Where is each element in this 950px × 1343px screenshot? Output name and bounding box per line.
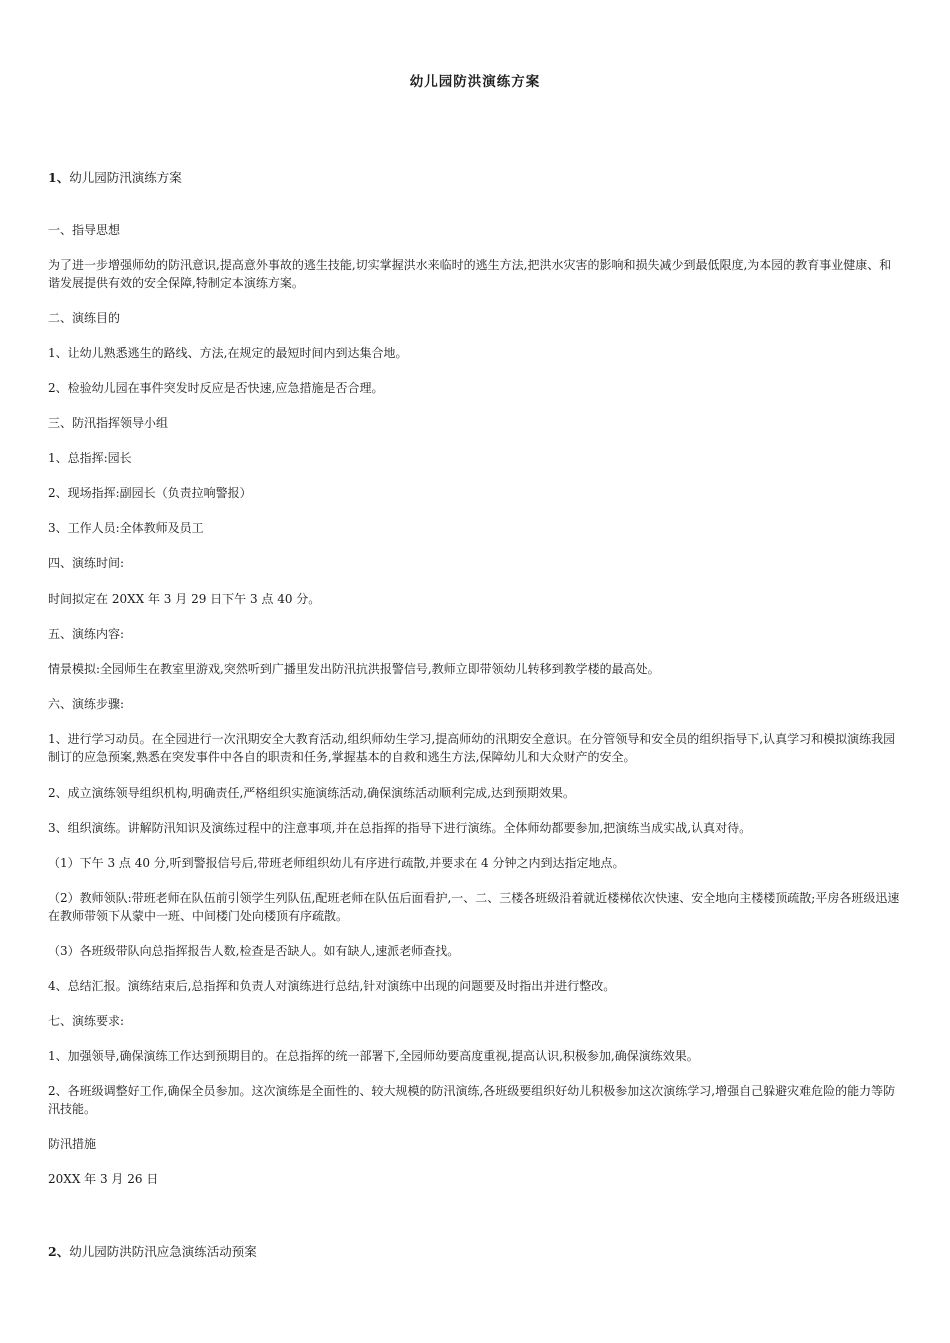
paragraph-step-4: 4、总结汇报。演练结束后,总指挥和负责人对演练进行总结,针对演练中出现的问题要及时指出并进行整改。 (48, 979, 616, 993)
paragraph-measures: 防汛措施 (48, 1137, 97, 1151)
paragraph-date: 20XX 年 3 月 26 日 (48, 1172, 159, 1186)
heading-requirements: 七、演练要求: (48, 1014, 125, 1028)
document-title: 幼儿园防洪演练方案 (409, 74, 541, 90)
heading-guiding-idea: 一、指导思想 (48, 223, 121, 237)
paragraph-commander: 1、总指挥:园长 (48, 451, 132, 465)
heading-drill-content: 五、演练内容: (48, 627, 125, 641)
section-label: 幼儿园防洪防汛应急演练活动预案 (69, 1244, 257, 1259)
paragraph-requirement-2: 2、各班级调整好工作,确保全员参加。这次演练是全面性的、较大规模的防汛演练,各班级要组织好幼儿积极参加这次演练学习,增强自己躲避灾难危险的能力等防汛技能。 (48, 1084, 896, 1116)
paragraph-intro: 为了进一步增强师幼的防汛意识,提高意外事故的逃生技能,切实掌握洪水来临时的逃生方法,把洪水灾害的影响和损失减少到最低限度,为本园的教育事业健康、和谐发展提供有效的安全保障,特制定本演练方案。 (48, 258, 892, 290)
paragraph-step-3-1: （1）下午 3 点 40 分,听到警报信号后,带班老师组织幼儿有序进行疏散,并要求在 4 分钟之内到达指定地点。 (48, 856, 625, 870)
paragraph-step-3-3: （3）各班级带队向总指挥报告人数,检查是否缺人。如有缺人,速派老师查找。 (48, 944, 460, 958)
paragraph-step-3: 3、组织演练。讲解防汛知识及演练过程中的注意事项,并在总指挥的指导下进行演练。全体师幼都要参加,把演练当成实战,认真对待。 (48, 821, 752, 835)
heading-drill-time: 四、演练时间: (48, 556, 125, 570)
paragraph-scenario: 情景模拟:全园师生在教室里游戏,突然听到广播里发出防汛抗洪报警信号,教师立即带领幼儿转移到教学楼的最高处。 (48, 662, 660, 676)
heading-drill-steps: 六、演练步骤: (48, 697, 125, 711)
section-heading-1 (48, 168, 182, 186)
paragraph-site-commander: 2、现场指挥:副园长（负责拉响警报） (48, 486, 252, 500)
paragraph-requirement-1: 1、加强领导,确保演练工作达到预期目的。在总指挥的统一部署下,全园师幼要高度重视,提高认识,积极参加,确保演练效果。 (48, 1049, 699, 1063)
paragraph-purpose-2: 2、检验幼儿园在事件突发时反应是否快速,应急措施是否合理。 (48, 381, 384, 395)
paragraph-step-1: 1、进行学习动员。在全园进行一次汛期安全大教育活动,组织师幼生学习,提高师幼的汛期安全意识。在分管领导和安全员的组织指导下,认真学习和模拟演练我园制订的应急预案,熟悉在突发事件中各自的职责和任务,掌握基本的自救和逃生方法,保障幼儿和大众财产的安全。 (48, 732, 896, 764)
paragraph-step-3-2: （2）教师领队:带班老师在队伍前引领学生列队伍,配班老师在队伍后面看护,一、二、三楼各班级沿着就近楼梯依次快速、安全地向主楼楼顶疏散;平房各班级迅速在教师带领下从蒙中一班、中间楼门处向楼顶有序疏散。 (48, 891, 900, 923)
paragraph-step-2: 2、成立演练领导组织机构,明确责任,严格组织实施演练活动,确保演练活动顺利完成,达到预期效果。 (48, 786, 575, 800)
paragraph-purpose-1: 1、让幼儿熟悉逃生的路线、方法,在规定的最短时间内到达集合地。 (48, 346, 408, 360)
heading-command-group: 三、防汛指挥领导小组 (48, 416, 169, 430)
section-heading-2 (48, 1242, 257, 1260)
paragraph-staff: 3、工作人员:全体教师及员工 (48, 521, 204, 535)
section-number: 2、 (48, 1244, 70, 1259)
section-label: 幼儿园防汛演练方案 (69, 170, 182, 185)
section-number: 1、 (48, 170, 70, 185)
paragraph-drill-time: 时间拟定在 20XX 年 3 月 29 日下午 3 点 40 分。 (48, 592, 321, 606)
heading-drill-purpose: 二、演练目的 (48, 311, 121, 325)
